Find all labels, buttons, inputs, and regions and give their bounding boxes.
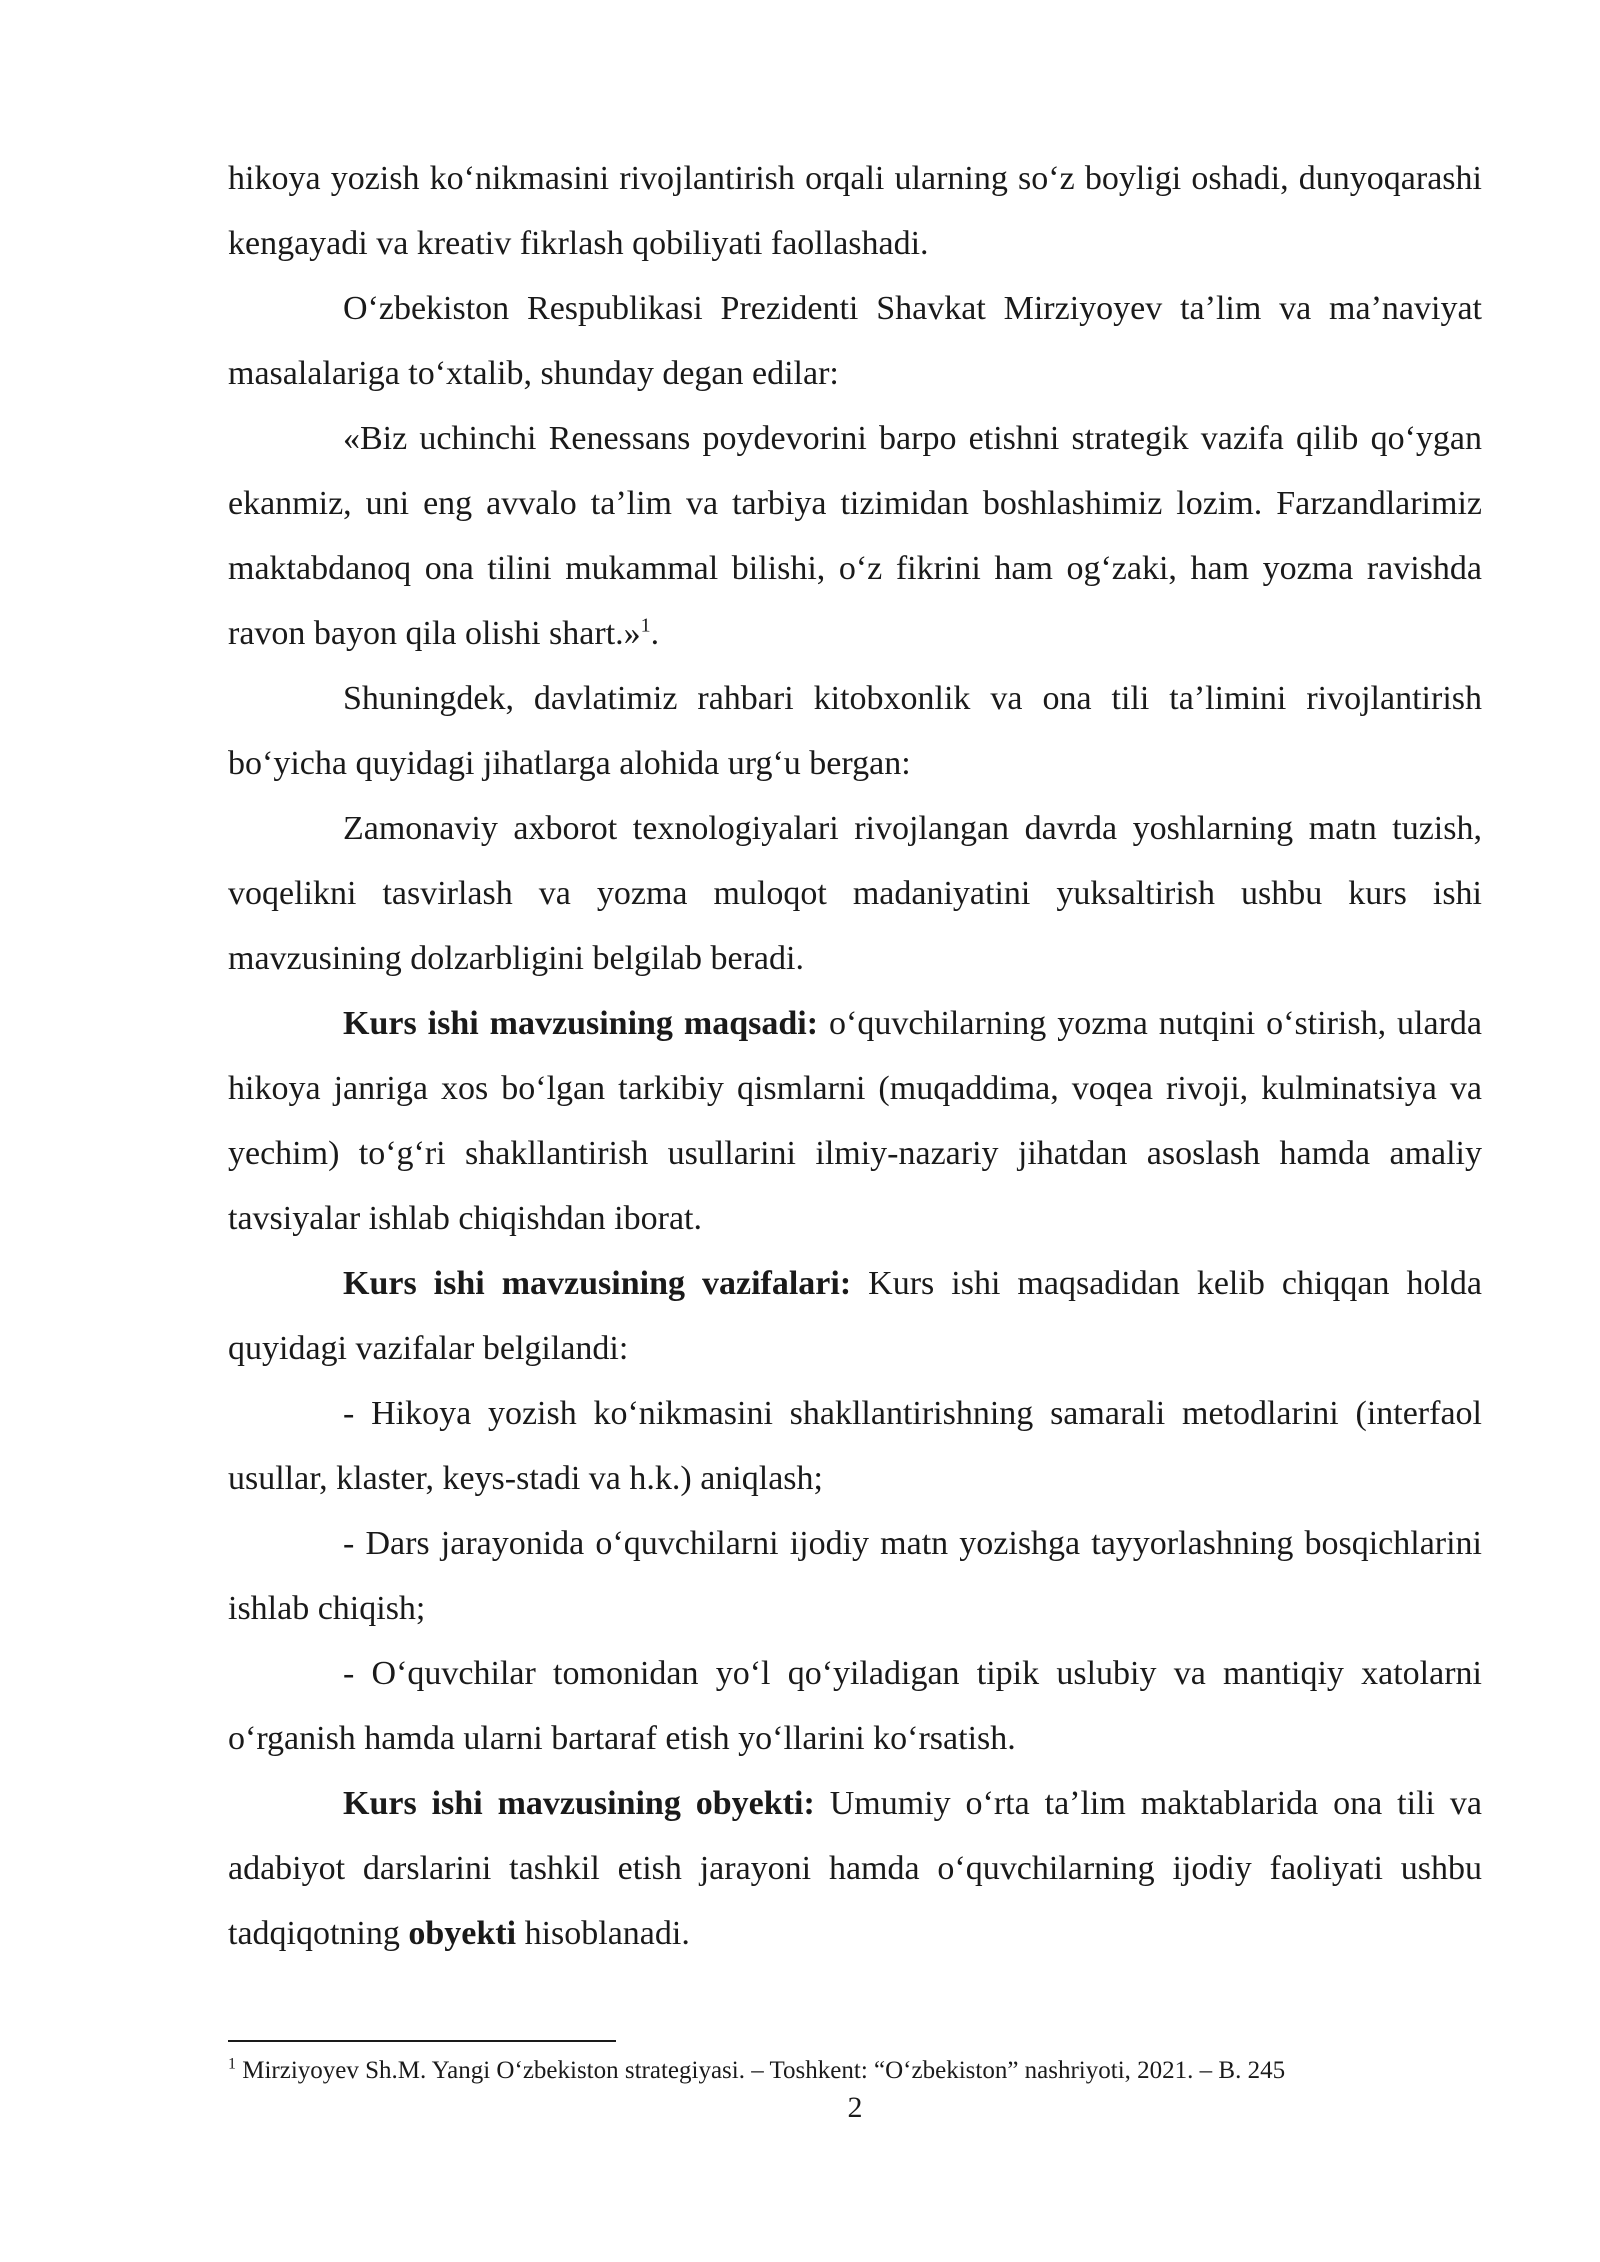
paragraph-intro-continuation [228, 146, 1482, 276]
paragraph-tasks [228, 1251, 1482, 1381]
paragraph-goal [228, 991, 1482, 1251]
task-item-3 [228, 1641, 1482, 1771]
object-bold-word: obyekti [408, 1915, 517, 1952]
quote-text: «Biz uchinchi Renessans poydevorini barpo etishni strategik vazifa qilib qoʻygan ekanmiz, uni eng avvalo taʼlim va tarbiya tizimidan boshlashimiz lozim. Farzandlarimiz maktabdanoq ona tilini mukammal bilishi, oʻz fikrini ham ogʻzaki, ham yozma ravishda ravon bayon qila olishi shart.» [228, 420, 1482, 652]
object-text: Umumiy oʻrta taʼlim maktablarida ona tili va adabiyot darslarini tashkil etish jarayoni hamda oʻquvchilarning ijodiy faoliyati ushbu tadqiqotning [228, 1785, 1482, 1952]
paragraph-text: Zamonaviy axborot texnologiyalari rivojlangan davrda yoshlarning matn tuzish, voqelikni tasvirlash va yozma muloqot madaniyatini yuksaltirish ushbu kurs ishi mavzusining dolzarbligini belgilab beradi. [228, 810, 1482, 977]
footnote [228, 2055, 1482, 2087]
paragraph-text: Shuningdek, davlatimiz rahbari kitobxonlik va ona tili taʼlimini rivojlantirish boʻyicha quyidagi jihatlarga alohida urgʻu bergan: [228, 680, 1482, 782]
goal-text: oʻquvchilarning yozma nutqini oʻstirish, ularda hikoya janriga xos boʻlgan tarkibiy qismlarni (muqaddima, voqea rivoji, kulminatsiya va yechim) toʻgʻri shakllantirish usullarini ilmiy-nazariy jihatdan asoslash hamda amaliy tavsiyalar ishlab chiqishdan iborat. [228, 1005, 1482, 1237]
paragraph-emphasis [228, 666, 1482, 796]
footnote-text: Mirziyoyev Sh.M. Yangi Oʻzbekiston strategiyasi. – Toshkent: “Oʻzbekiston” nashriyoti, 2021. – B. 245 [236, 2057, 1286, 2084]
footnote-number: 1 [228, 2055, 236, 2073]
task-text: - Oʻquvchilar tomonidan yoʻl qoʻyiladigan tipik uslubiy va mantiqiy xatolarni oʻrganish hamda ularni bartaraf etish yoʻllarini koʻrsatish. [228, 1655, 1482, 1757]
quote-end: . [650, 615, 660, 652]
body-text [228, 146, 1482, 1966]
paragraph-president-intro [228, 276, 1482, 406]
footnote-separator [228, 2040, 616, 2042]
task-text: - Dars jarayonida oʻquvchilarni ijodiy matn yozishga tayyorlashning bosqichlarini ishlab chiqish; [228, 1525, 1482, 1627]
paragraph-relevance [228, 796, 1482, 991]
paragraph-text: hikoya yozish koʻnikmasini rivojlantirish orqali ularning soʻz boyligi oshadi, dunyoqarashi kengayadi va kreativ fikrlash qobiliyati faollashadi. [228, 160, 1482, 262]
paragraph-text: Oʻzbekiston Respublikasi Prezidenti Shavkat Mirziyoyev taʼlim va maʼnaviyat masalalariga toʻxtalib, shunday degan edilar: [228, 290, 1482, 392]
tasks-label: Kurs ishi mavzusining vazifalari: [343, 1265, 852, 1302]
object-text-end: hisoblanadi. [516, 1915, 690, 1952]
footnote-reference: 1 [640, 614, 651, 637]
paragraph-object [228, 1771, 1482, 1966]
goal-label: Kurs ishi mavzusining maqsadi: [343, 1005, 819, 1042]
task-text: - Hikoya yozish koʻnikmasini shakllantirishning samarali metodlarini (interfaol usullar, klaster, keys-stadi va h.k.) aniqlash; [228, 1395, 1482, 1497]
paragraph-quote [228, 406, 1482, 666]
task-item-2 [228, 1511, 1482, 1641]
tasks-text: Kurs ishi maqsadidan kelib chiqqan holda quyidagi vazifalar belgilandi: [228, 1265, 1483, 1367]
page-number: 2 [847, 2091, 863, 2124]
object-label: Kurs ishi mavzusining obyekti: [343, 1785, 815, 1822]
task-item-1 [228, 1381, 1482, 1511]
